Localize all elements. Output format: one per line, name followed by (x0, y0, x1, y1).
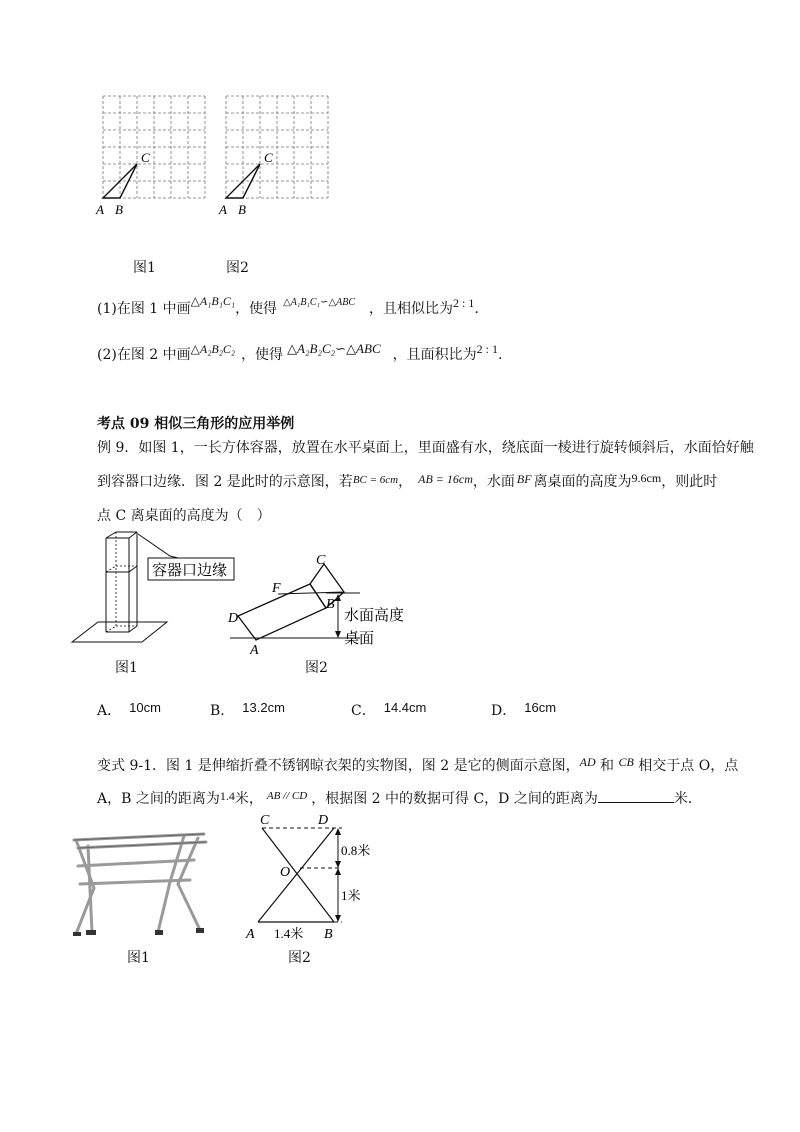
callout-text: 容器口边缘 (152, 563, 228, 579)
variant91-distance: 1.4 (219, 789, 235, 803)
grid-figure-2-caption: 图2 (226, 260, 249, 276)
length-base: 1.4米 (274, 926, 304, 941)
q2-suffix: ，且面积比为 (392, 347, 477, 363)
label-a: A (219, 202, 227, 217)
desk-label: 桌面 (344, 631, 375, 647)
option-a-letter: A． (97, 703, 122, 719)
q2-triangle: △A₂B₂C₂ (190, 342, 236, 356)
q2-mid: ，使得 (241, 347, 284, 363)
variant91-line2d: 米． (673, 791, 702, 807)
variant91-line1 (97, 756, 738, 776)
container-figure-2-caption: 图2 (305, 660, 328, 676)
option-b-value: 13.2cm (242, 700, 285, 715)
example9-sep: ， (398, 474, 413, 490)
length-bottom: 1米 (341, 888, 361, 903)
grid-figure-1 (95, 88, 220, 218)
q1-triangle: △A₁B₁C₁ (190, 294, 236, 308)
q1-ratio: 2 : 1 (453, 296, 475, 310)
example9-ab: AB = 16cm (418, 472, 473, 486)
water-height-label: 水面高度 (344, 608, 405, 624)
container-rectangle (238, 584, 326, 640)
variant91-line2b: 米， (234, 791, 263, 807)
answer-blank[interactable] (598, 788, 674, 803)
label-c: C (141, 150, 150, 165)
grid-figure-1-caption: 图1 (133, 260, 156, 276)
q1-end: . (474, 301, 479, 317)
example9-line2b: ，水面 (472, 474, 515, 490)
option-a[interactable] (97, 700, 161, 720)
grid-figure-2 (218, 88, 343, 218)
example9-bc: BC = 6cm (352, 474, 399, 486)
length-top: 0.8米 (341, 843, 371, 858)
label-o: O (280, 865, 291, 880)
section-title: 考点 09 相似三角形的应用举例 (97, 416, 295, 432)
label-f: F (272, 581, 281, 596)
label-a: A (250, 643, 259, 658)
label-a: A (246, 927, 255, 942)
variant91-line2c: ，根据图 2 中的数据可得 C，D 之间的距离为 (311, 791, 598, 807)
question-1 (97, 294, 479, 321)
example9-line1: 例 9．如图 1，一长方体容器，放置在水平桌面上，里面盛有水，绕底面一棱进行旋转倾斜后，水面恰好触 (97, 440, 754, 456)
label-b: B (326, 597, 335, 612)
example9-line3: 点 C 离桌面的高度为（ ） (97, 508, 271, 524)
option-c-value: 14.4cm (383, 700, 427, 715)
label-d: D (318, 813, 329, 828)
q2-prefix: (2)在图 2 中画 (97, 347, 191, 363)
q1-suffix: ，且相似比为 (369, 301, 454, 317)
q1-prefix: (1)在图 1 中画 (97, 301, 191, 317)
container-figure-2 (220, 548, 430, 658)
q1-mid: ，使得 (235, 301, 278, 317)
example9-line2d: ，则此时 (661, 474, 718, 490)
example9-line2 (97, 472, 717, 493)
option-d-value: 16cm (524, 700, 557, 715)
option-a-value: 10cm (129, 700, 161, 715)
question-2 (97, 341, 503, 365)
variant91-parallel: AB // CD (266, 790, 308, 802)
label-b: B (238, 202, 246, 217)
label-b: B (115, 202, 123, 217)
rack-schematic-figure (238, 808, 388, 943)
q2-end: . (497, 347, 503, 363)
example9-height: 9.6cm (631, 471, 662, 485)
example9-bf: BF (516, 472, 532, 486)
drying-rack-caption: 图1 (127, 950, 150, 966)
callout-leader (138, 534, 178, 558)
variant91-and: 和 (595, 758, 619, 774)
label-a: A (96, 202, 104, 217)
variant91-line2a: A，B 之间的距离为 (97, 791, 220, 807)
label-c: C (264, 150, 273, 165)
label-b: B (324, 927, 333, 942)
q1-relation: △A₁B₁C₁∽△ABC (283, 297, 356, 308)
variant91-ad: AD (579, 755, 596, 769)
option-d-letter: D． (491, 703, 517, 719)
variant91-line1b: 相交于点 O，点 (633, 758, 739, 774)
rack-schematic-caption: 图2 (288, 950, 311, 966)
example9-line2a: 到容器口边缘．图 2 是此时的示意图，若 (97, 474, 353, 490)
option-c[interactable] (351, 700, 426, 720)
variant91-line1a: 变式 9-1．图 1 是伸缩折叠不锈钢晾衣架的实物图，图 2 是它的侧面示意图， (97, 758, 580, 774)
option-c-letter: C． (351, 703, 376, 719)
variant91-cb: CB (618, 755, 634, 769)
option-d[interactable] (491, 700, 556, 720)
label-c: C (260, 813, 270, 828)
option-b-letter: B． (210, 703, 235, 719)
example9-line2c: 离桌面的高度为 (533, 474, 632, 490)
drying-rack-figure (66, 826, 216, 946)
option-b[interactable] (210, 700, 285, 720)
label-c: C (316, 553, 326, 568)
q2-relation: △A₂B₂C₂∽△ABC (287, 341, 381, 356)
q2-ratio: 2 : 1 (476, 342, 498, 356)
label-d: D (228, 611, 239, 626)
variant91-line2 (97, 788, 702, 810)
container-figure-1-caption: 图1 (115, 660, 138, 676)
